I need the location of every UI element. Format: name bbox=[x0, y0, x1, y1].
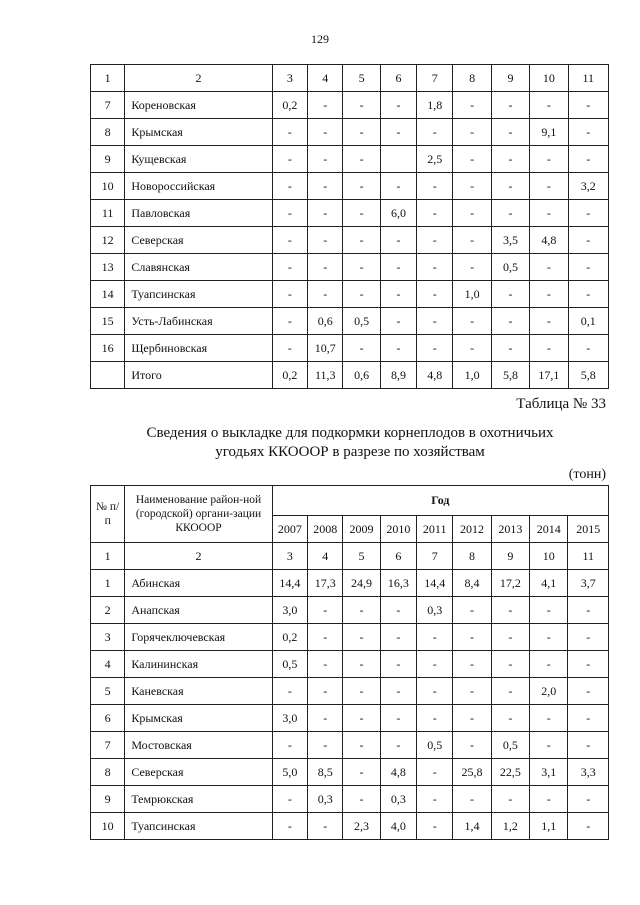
value-cell: - bbox=[453, 308, 491, 335]
value-cell: - bbox=[380, 651, 416, 678]
value-cell: - bbox=[453, 200, 491, 227]
value-cell: - bbox=[308, 146, 343, 173]
value-cell: - bbox=[453, 651, 491, 678]
title-line-1: Сведения о выкладке для подкормки корнеплодов в охотничьих bbox=[146, 425, 554, 441]
value-cell: - bbox=[453, 786, 491, 813]
organization-name: Итого bbox=[125, 362, 272, 389]
year-header: 2012 bbox=[453, 516, 491, 543]
value-cell: - bbox=[453, 335, 491, 362]
row-number: 16 bbox=[91, 335, 125, 362]
value-cell: - bbox=[568, 705, 609, 732]
value-cell: - bbox=[343, 146, 380, 173]
row-number: 1 bbox=[91, 570, 125, 597]
value-cell: - bbox=[380, 254, 416, 281]
value-cell: - bbox=[453, 678, 491, 705]
value-cell: 9,1 bbox=[530, 119, 568, 146]
organization-name: Горячеключевская bbox=[125, 624, 272, 651]
year-header: 2009 bbox=[343, 516, 380, 543]
value-cell: - bbox=[491, 678, 529, 705]
value-cell: - bbox=[272, 146, 307, 173]
value-cell: - bbox=[453, 92, 491, 119]
row-number: 8 bbox=[91, 759, 125, 786]
value-cell: - bbox=[272, 200, 307, 227]
value-cell: - bbox=[417, 678, 453, 705]
unit-label: (тонн) bbox=[568, 467, 606, 482]
value-cell: 8,4 bbox=[453, 570, 491, 597]
value-cell: 1,8 bbox=[417, 92, 453, 119]
value-cell: - bbox=[491, 335, 529, 362]
organization-name: Кореновская bbox=[125, 92, 272, 119]
value-cell: - bbox=[380, 119, 416, 146]
organization-name: Калининская bbox=[125, 651, 272, 678]
value-cell: 0,5 bbox=[491, 732, 529, 759]
table-row bbox=[91, 678, 609, 705]
value-cell: - bbox=[491, 705, 529, 732]
table-row bbox=[91, 335, 609, 362]
value-cell: - bbox=[308, 813, 343, 840]
value-cell: 10,7 bbox=[308, 335, 343, 362]
value-cell: - bbox=[453, 227, 491, 254]
value-cell: - bbox=[417, 308, 453, 335]
value-cell: 8,5 bbox=[308, 759, 343, 786]
value-cell: 8,9 bbox=[380, 362, 416, 389]
table-row bbox=[91, 119, 609, 146]
value-cell: 1,4 bbox=[453, 813, 491, 840]
value-cell: - bbox=[308, 200, 343, 227]
value-cell: - bbox=[568, 786, 609, 813]
column-number: 4 bbox=[308, 543, 343, 570]
table-row bbox=[91, 281, 609, 308]
value-cell: - bbox=[343, 624, 380, 651]
table-continuation bbox=[90, 64, 609, 389]
table-row bbox=[91, 624, 609, 651]
value-cell: 6,0 bbox=[380, 200, 416, 227]
value-cell: - bbox=[568, 335, 608, 362]
column-number: 7 bbox=[417, 65, 453, 92]
value-cell: - bbox=[343, 335, 380, 362]
value-cell: 2,3 bbox=[343, 813, 380, 840]
value-cell: 1,1 bbox=[530, 813, 568, 840]
value-cell: 5,0 bbox=[272, 759, 307, 786]
title-line-2: угодьях ККОООР в разрезе по хозяйствам bbox=[215, 444, 485, 460]
column-number: 3 bbox=[272, 543, 307, 570]
value-cell: - bbox=[491, 119, 529, 146]
table-title bbox=[80, 424, 620, 462]
value-cell: - bbox=[568, 597, 609, 624]
value-cell: - bbox=[491, 146, 529, 173]
value-cell: - bbox=[491, 173, 529, 200]
value-cell: - bbox=[272, 308, 307, 335]
value-cell: - bbox=[491, 597, 529, 624]
value-cell: 0,5 bbox=[491, 254, 529, 281]
value-cell: - bbox=[380, 678, 416, 705]
value-cell: - bbox=[530, 254, 568, 281]
organization-name: Абинская bbox=[125, 570, 272, 597]
value-cell: - bbox=[343, 759, 380, 786]
column-number: 4 bbox=[308, 65, 343, 92]
value-cell: - bbox=[453, 705, 491, 732]
value-cell: 0,3 bbox=[380, 786, 416, 813]
value-cell: 1,2 bbox=[491, 813, 529, 840]
value-cell: 17,2 bbox=[491, 570, 529, 597]
table-row bbox=[91, 308, 609, 335]
value-cell: 0,2 bbox=[272, 624, 307, 651]
value-cell: - bbox=[568, 678, 609, 705]
organization-name: Усть-Лабинская bbox=[125, 308, 272, 335]
value-cell: - bbox=[453, 732, 491, 759]
row-number: 2 bbox=[91, 597, 125, 624]
organization-name: Крымская bbox=[125, 705, 272, 732]
row-number: 10 bbox=[91, 173, 125, 200]
col-header-number: № п/п bbox=[91, 486, 125, 543]
value-cell: - bbox=[343, 92, 380, 119]
col-header-year-group: Год bbox=[272, 486, 608, 516]
value-cell: - bbox=[453, 624, 491, 651]
value-cell: - bbox=[530, 786, 568, 813]
column-number: 11 bbox=[568, 65, 608, 92]
organization-name: Туапсинская bbox=[125, 813, 272, 840]
value-cell: - bbox=[568, 732, 609, 759]
value-cell: 3,3 bbox=[568, 759, 609, 786]
value-cell: - bbox=[530, 705, 568, 732]
table-row-numbering bbox=[91, 543, 609, 570]
organization-name: Северская bbox=[125, 759, 272, 786]
value-cell: 4,1 bbox=[530, 570, 568, 597]
value-cell: - bbox=[568, 254, 608, 281]
value-cell: - bbox=[272, 227, 307, 254]
year-header: 2007 bbox=[272, 516, 307, 543]
organization-name: Анапская bbox=[125, 597, 272, 624]
value-cell: - bbox=[272, 119, 307, 146]
value-cell: - bbox=[272, 254, 307, 281]
organization-name: Славянская bbox=[125, 254, 272, 281]
value-cell: - bbox=[308, 281, 343, 308]
column-number: 7 bbox=[417, 543, 453, 570]
page-number: 129 bbox=[311, 32, 329, 46]
value-cell: - bbox=[453, 597, 491, 624]
value-cell: - bbox=[380, 92, 416, 119]
value-cell: - bbox=[272, 281, 307, 308]
table-row bbox=[91, 813, 609, 840]
value-cell: 0,2 bbox=[272, 92, 307, 119]
value-cell: - bbox=[453, 119, 491, 146]
value-cell: - bbox=[530, 624, 568, 651]
organization-name: Крымская bbox=[125, 119, 272, 146]
value-cell: - bbox=[530, 173, 568, 200]
table-row bbox=[91, 173, 609, 200]
value-cell: 22,5 bbox=[491, 759, 529, 786]
value-cell: - bbox=[380, 281, 416, 308]
value-cell: - bbox=[308, 651, 343, 678]
column-number: 10 bbox=[530, 543, 568, 570]
row-number: 8 bbox=[91, 119, 125, 146]
row-number: 9 bbox=[91, 146, 125, 173]
table-row bbox=[91, 597, 609, 624]
value-cell: - bbox=[417, 335, 453, 362]
value-cell: - bbox=[272, 813, 307, 840]
value-cell: - bbox=[308, 227, 343, 254]
value-cell: - bbox=[568, 146, 608, 173]
value-cell: 3,0 bbox=[272, 597, 307, 624]
row-number: 5 bbox=[91, 678, 125, 705]
value-cell: - bbox=[308, 119, 343, 146]
value-cell: - bbox=[568, 119, 608, 146]
value-cell: - bbox=[380, 732, 416, 759]
value-cell: 1,0 bbox=[453, 281, 491, 308]
table-row bbox=[91, 227, 609, 254]
value-cell: - bbox=[417, 173, 453, 200]
value-cell: 0,5 bbox=[417, 732, 453, 759]
value-cell: 0,6 bbox=[308, 308, 343, 335]
value-cell: - bbox=[568, 624, 609, 651]
value-cell: 0,3 bbox=[308, 786, 343, 813]
value-cell: - bbox=[380, 227, 416, 254]
row-number: 10 bbox=[91, 813, 125, 840]
value-cell: 0,1 bbox=[568, 308, 608, 335]
value-cell: - bbox=[568, 281, 608, 308]
value-cell: - bbox=[530, 732, 568, 759]
table-row bbox=[91, 732, 609, 759]
value-cell: - bbox=[380, 624, 416, 651]
value-cell: - bbox=[343, 254, 380, 281]
value-cell: 0,2 bbox=[272, 362, 307, 389]
value-cell: - bbox=[568, 651, 609, 678]
value-cell: - bbox=[530, 281, 568, 308]
value-cell: 0,5 bbox=[272, 651, 307, 678]
value-cell: 3,5 bbox=[491, 227, 529, 254]
row-number: 7 bbox=[91, 92, 125, 119]
value-cell: - bbox=[417, 624, 453, 651]
col-header-name: Наименование район-ной (городской) органи-зации ККОООР bbox=[125, 486, 272, 543]
value-cell: - bbox=[530, 308, 568, 335]
value-cell: - bbox=[308, 254, 343, 281]
organization-name: Туапсинская bbox=[125, 281, 272, 308]
column-number: 10 bbox=[530, 65, 568, 92]
value-cell: 4,8 bbox=[417, 362, 453, 389]
year-header: 2011 bbox=[417, 516, 453, 543]
organization-name: Темрюкская bbox=[125, 786, 272, 813]
value-cell: - bbox=[453, 254, 491, 281]
value-cell: - bbox=[530, 92, 568, 119]
value-cell: - bbox=[417, 119, 453, 146]
row-number: 9 bbox=[91, 786, 125, 813]
value-cell: - bbox=[272, 335, 307, 362]
table-row bbox=[91, 146, 609, 173]
column-number: 8 bbox=[453, 543, 491, 570]
year-header: 2015 bbox=[568, 516, 609, 543]
organization-name: Северская bbox=[125, 227, 272, 254]
column-number: 5 bbox=[343, 65, 380, 92]
value-cell: - bbox=[530, 146, 568, 173]
row-number: 6 bbox=[91, 705, 125, 732]
table-row bbox=[91, 786, 609, 813]
value-cell: - bbox=[380, 597, 416, 624]
row-number bbox=[91, 362, 125, 389]
organization-name: Мостовская bbox=[125, 732, 272, 759]
value-cell: - bbox=[308, 678, 343, 705]
value-cell: - bbox=[343, 173, 380, 200]
value-cell: - bbox=[308, 705, 343, 732]
value-cell: - bbox=[491, 624, 529, 651]
table-row bbox=[91, 200, 609, 227]
value-cell: - bbox=[530, 200, 568, 227]
value-cell: - bbox=[308, 173, 343, 200]
value-cell: - bbox=[343, 200, 380, 227]
row-number: 7 bbox=[91, 732, 125, 759]
value-cell: - bbox=[380, 173, 416, 200]
column-number: 3 bbox=[272, 65, 307, 92]
row-number: 15 bbox=[91, 308, 125, 335]
row-number: 11 bbox=[91, 200, 125, 227]
value-cell: - bbox=[491, 786, 529, 813]
year-header: 2013 bbox=[491, 516, 529, 543]
value-cell: 3,1 bbox=[530, 759, 568, 786]
value-cell: - bbox=[417, 227, 453, 254]
value-cell: - bbox=[491, 92, 529, 119]
value-cell: - bbox=[272, 732, 307, 759]
value-cell: - bbox=[530, 597, 568, 624]
value-cell: - bbox=[380, 705, 416, 732]
value-cell: - bbox=[343, 732, 380, 759]
value-cell: - bbox=[417, 705, 453, 732]
value-cell: - bbox=[568, 227, 608, 254]
value-cell: 5,8 bbox=[491, 362, 529, 389]
value-cell: - bbox=[530, 651, 568, 678]
value-cell: 0,5 bbox=[343, 308, 380, 335]
organization-name: Щербиновская bbox=[125, 335, 272, 362]
value-cell: - bbox=[568, 92, 608, 119]
row-number: 12 bbox=[91, 227, 125, 254]
value-cell: 11,3 bbox=[308, 362, 343, 389]
value-cell: - bbox=[530, 335, 568, 362]
value-cell: - bbox=[417, 786, 453, 813]
value-cell: 25,8 bbox=[453, 759, 491, 786]
value-cell: 2,5 bbox=[417, 146, 453, 173]
value-cell: 14,4 bbox=[272, 570, 307, 597]
column-number: 9 bbox=[491, 543, 529, 570]
table-row bbox=[91, 759, 609, 786]
value-cell: - bbox=[343, 281, 380, 308]
value-cell: 3,0 bbox=[272, 705, 307, 732]
table-row bbox=[91, 651, 609, 678]
row-number: 3 bbox=[91, 624, 125, 651]
organization-name: Новороссийская bbox=[125, 173, 272, 200]
table-row bbox=[91, 362, 609, 389]
value-cell: 17,1 bbox=[530, 362, 568, 389]
value-cell: - bbox=[343, 597, 380, 624]
value-cell: - bbox=[343, 227, 380, 254]
value-cell: - bbox=[491, 281, 529, 308]
column-number: 2 bbox=[125, 543, 272, 570]
value-cell: - bbox=[308, 597, 343, 624]
table-row bbox=[91, 570, 609, 597]
value-cell: - bbox=[453, 146, 491, 173]
value-cell: - bbox=[417, 651, 453, 678]
value-cell: 24,9 bbox=[343, 570, 380, 597]
value-cell: 3,2 bbox=[568, 173, 608, 200]
value-cell: 3,7 bbox=[568, 570, 609, 597]
column-number: 5 bbox=[343, 543, 380, 570]
value-cell: - bbox=[343, 705, 380, 732]
value-cell: - bbox=[308, 732, 343, 759]
value-cell bbox=[380, 146, 416, 173]
column-number: 6 bbox=[380, 543, 416, 570]
organization-name: Кущевская bbox=[125, 146, 272, 173]
value-cell: - bbox=[417, 813, 453, 840]
value-cell: - bbox=[272, 173, 307, 200]
year-header: 2008 bbox=[308, 516, 343, 543]
value-cell: - bbox=[343, 678, 380, 705]
value-cell: - bbox=[343, 651, 380, 678]
column-number: 2 bbox=[125, 65, 272, 92]
value-cell: - bbox=[380, 335, 416, 362]
value-cell: 14,4 bbox=[417, 570, 453, 597]
value-cell: - bbox=[272, 786, 307, 813]
value-cell: 1,0 bbox=[453, 362, 491, 389]
row-number: 4 bbox=[91, 651, 125, 678]
table-row-numbering bbox=[91, 65, 609, 92]
value-cell: 5,8 bbox=[568, 362, 608, 389]
value-cell: - bbox=[417, 759, 453, 786]
value-cell: - bbox=[491, 200, 529, 227]
table-row bbox=[91, 705, 609, 732]
row-number: 14 bbox=[91, 281, 125, 308]
value-cell: - bbox=[417, 200, 453, 227]
column-number: 11 bbox=[568, 543, 609, 570]
table-33 bbox=[90, 485, 609, 840]
value-cell: 4,8 bbox=[530, 227, 568, 254]
column-number: 9 bbox=[491, 65, 529, 92]
value-cell: - bbox=[491, 308, 529, 335]
value-cell: 0,6 bbox=[343, 362, 380, 389]
value-cell: - bbox=[453, 173, 491, 200]
value-cell: - bbox=[308, 624, 343, 651]
value-cell: 16,3 bbox=[380, 570, 416, 597]
table-row bbox=[91, 254, 609, 281]
value-cell: - bbox=[491, 651, 529, 678]
value-cell: - bbox=[568, 200, 608, 227]
value-cell: - bbox=[380, 308, 416, 335]
column-number: 8 bbox=[453, 65, 491, 92]
column-number: 6 bbox=[380, 65, 416, 92]
organization-name: Каневская bbox=[125, 678, 272, 705]
column-number: 1 bbox=[91, 65, 125, 92]
value-cell: - bbox=[417, 281, 453, 308]
table-label: Таблица № 33 bbox=[516, 396, 606, 412]
value-cell: 4,8 bbox=[380, 759, 416, 786]
value-cell: 2,0 bbox=[530, 678, 568, 705]
value-cell: - bbox=[568, 813, 609, 840]
value-cell: 0,3 bbox=[417, 597, 453, 624]
row-number: 13 bbox=[91, 254, 125, 281]
value-cell: 17,3 bbox=[308, 570, 343, 597]
value-cell: - bbox=[308, 92, 343, 119]
organization-name: Павловская bbox=[125, 200, 272, 227]
column-number: 1 bbox=[91, 543, 125, 570]
value-cell: - bbox=[343, 786, 380, 813]
value-cell: 4,0 bbox=[380, 813, 416, 840]
table-row bbox=[91, 92, 609, 119]
value-cell: - bbox=[272, 678, 307, 705]
value-cell: - bbox=[417, 254, 453, 281]
year-header: 2010 bbox=[380, 516, 416, 543]
value-cell: - bbox=[343, 119, 380, 146]
year-header: 2014 bbox=[530, 516, 568, 543]
